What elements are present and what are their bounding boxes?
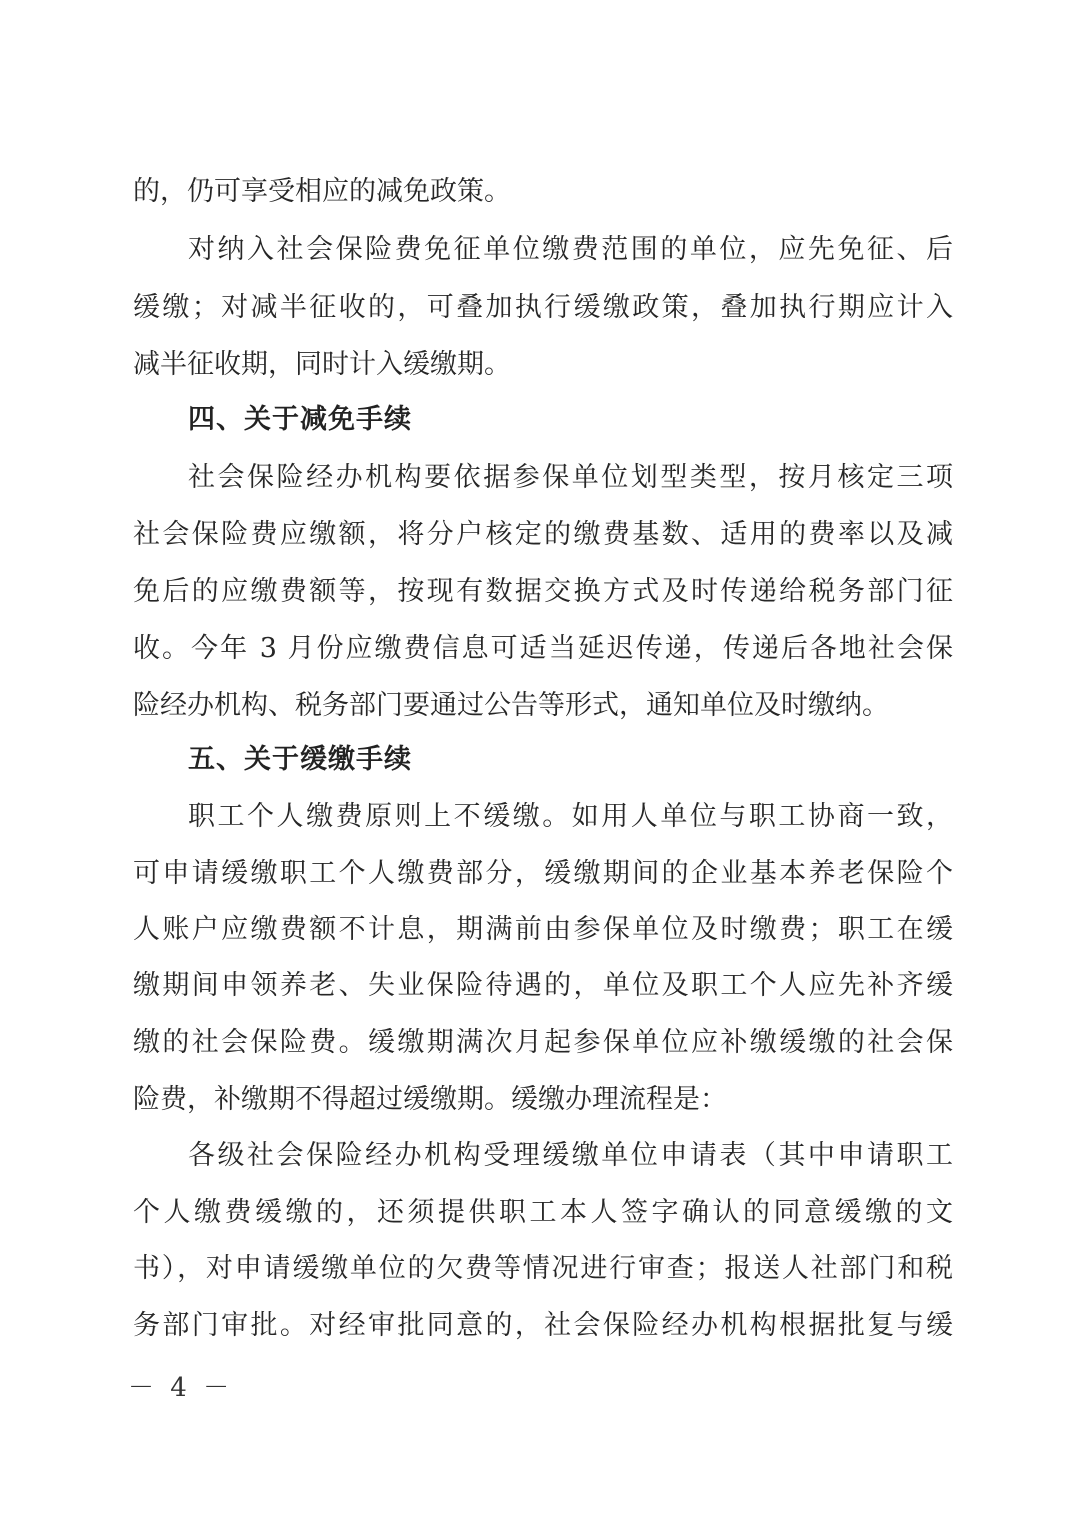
body-line-2: 对纳入社会保险费免征单位缴费范围的单位，应先免征、后 bbox=[188, 234, 953, 265]
page-number: － 4 － bbox=[128, 1373, 234, 1403]
section-heading-4: 四、关于减免手续 bbox=[188, 404, 412, 435]
body-line-13: 可申请缓缴职工个人缴费部分，缓缴期间的企业基本养老保险个 bbox=[133, 858, 953, 889]
body-line-21: 务部门审批。对经审批同意的，社会保险经办机构根据批复与缓 bbox=[133, 1310, 953, 1341]
body-line-10: 险经办机构、税务部门要通过公告等形式，通知单位及时缴纳。 bbox=[133, 690, 889, 721]
section-heading-5: 五、关于缓缴手续 bbox=[188, 744, 412, 775]
body-line-8: 免后的应缴费额等，按现有数据交换方式及时传递给税务部门征 bbox=[133, 576, 953, 607]
body-line-7: 社会保险费应缴额，将分户核定的缴费基数、适用的费率以及减 bbox=[133, 519, 953, 550]
body-line-18: 各级社会保险经办机构受理缓缴单位申请表（其中申请职工 bbox=[188, 1140, 953, 1171]
body-line-9: 收。今年 3 月份应缴费信息可适当延迟传递，传递后各地社会保 bbox=[133, 633, 953, 664]
body-line-3: 缓缴；对减半征收的，可叠加执行缓缴政策，叠加执行期应计入 bbox=[133, 292, 953, 323]
body-line-16: 缴的社会保险费。缓缴期满次月起参保单位应补缴缓缴的社会保 bbox=[133, 1027, 953, 1058]
body-line-20: 书），对申请缓缴单位的欠费等情况进行审查；报送人社部门和税 bbox=[133, 1253, 953, 1284]
body-line-14: 人账户应缴费额不计息，期满前由参保单位及时缴费；职工在缓 bbox=[133, 914, 953, 945]
body-line-19: 个人缴费缓缴的，还须提供职工本人签字确认的同意缓缴的文 bbox=[133, 1197, 953, 1228]
body-line-12: 职工个人缴费原则上不缓缴。如用人单位与职工协商一致， bbox=[188, 801, 953, 832]
body-line-6: 社会保险经办机构要依据参保单位划型类型，按月核定三项 bbox=[188, 462, 953, 493]
body-line-17: 险费，补缴期不得超过缓缴期。缓缴办理流程是： bbox=[133, 1084, 727, 1115]
body-line-15: 缴期间申领养老、失业保险待遇的，单位及职工个人应先补齐缓 bbox=[133, 970, 953, 1001]
body-line-1: 的，仍可享受相应的减免政策。 bbox=[133, 176, 511, 207]
body-line-4: 减半征收期，同时计入缓缴期。 bbox=[133, 349, 511, 380]
